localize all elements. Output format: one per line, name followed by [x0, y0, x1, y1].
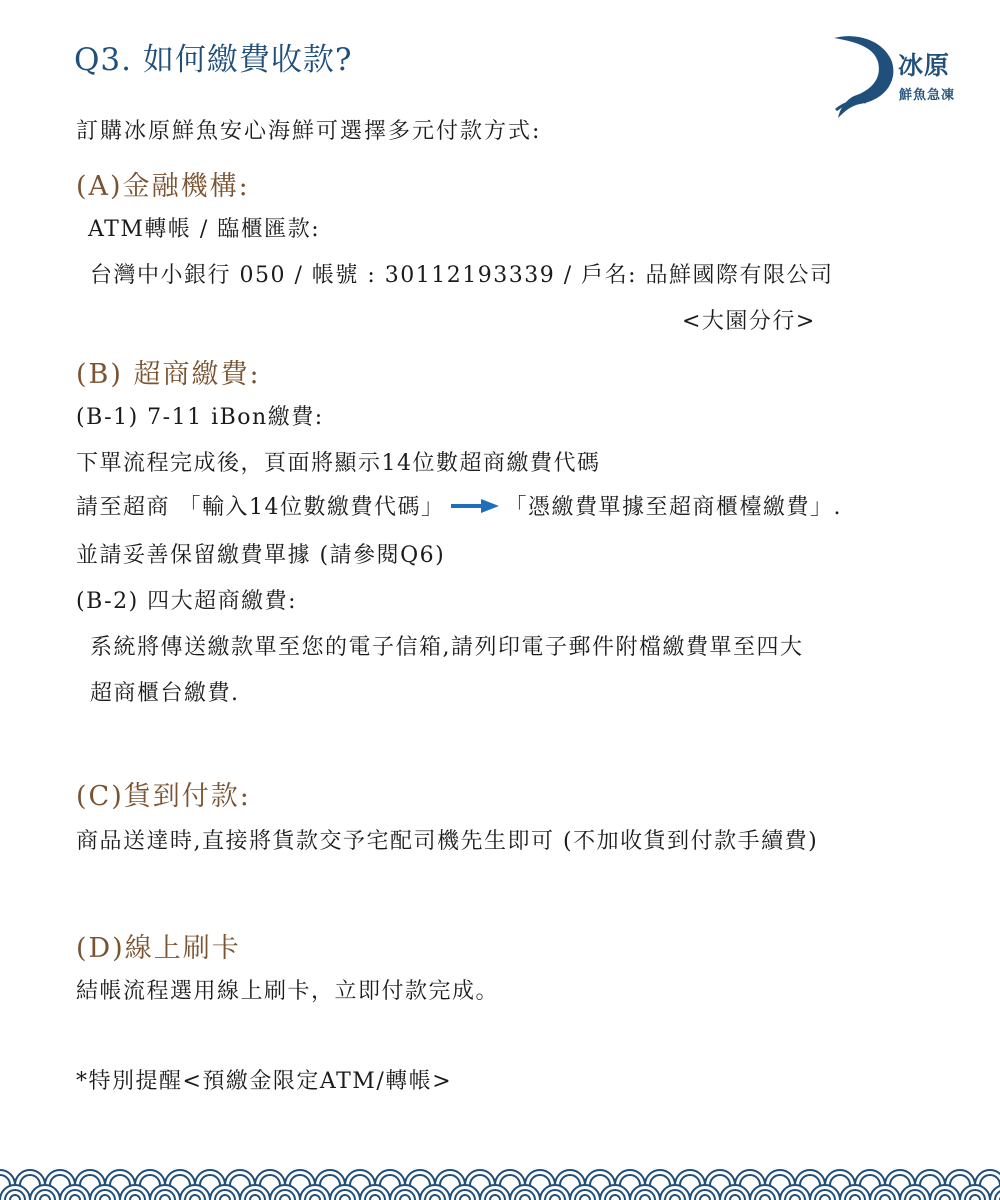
intro-text: 訂購冰原鮮魚安心海鮮可選擇多元付款方式:	[76, 119, 542, 144]
logo-tagline: 鮮魚急凍	[899, 88, 956, 103]
footer-wave-pattern	[0, 1166, 1000, 1200]
section-d-line1: 結帳流程選用線上刷卡，立即付款完成。	[76, 979, 500, 1004]
section-b1-title: (B-1) 7-11 iBon繳費:	[76, 405, 324, 430]
section-c-heading: (C)貨到付款:	[76, 781, 251, 812]
section-b1-line2-right: 「憑繳費單據至超商櫃檯繳費」.	[504, 495, 842, 520]
fish-logo-icon	[826, 30, 900, 120]
section-b1-line3: 並請妥善保留繳費單據 (請參閱Q6)	[76, 543, 446, 568]
section-d-heading: (D)線上刷卡	[76, 933, 241, 964]
section-c-line1: 商品送達時,直接將貨款交予宅配司機先生即可 (不加收貨到付款手續費)	[76, 829, 819, 854]
section-b1-line2-left: 請至超商 「輸入14位數繳費代碼」	[76, 495, 445, 520]
section-a-heading: (A)金融機構:	[76, 171, 250, 202]
section-b-heading: (B) 超商繳費:	[76, 359, 261, 390]
section-a-branch: <大園分行>	[682, 309, 816, 334]
logo-name: 冰原	[898, 51, 951, 80]
page-title: Q3. 如何繳費收款?	[74, 42, 353, 78]
section-b2-line2: 超商櫃台繳費.	[90, 681, 240, 706]
section-a-bank-info: 台灣中小銀行 050 / 帳號 : 30112193339 / 戶名: 品鮮國際有限公司	[90, 263, 834, 288]
section-b1-line2	[76, 490, 842, 521]
right-arrow-icon	[449, 498, 501, 514]
section-a-line1: ATM轉帳 / 臨櫃匯款:	[88, 217, 321, 242]
section-b2-title: (B-2) 四大超商繳費:	[76, 589, 298, 614]
brand-logo	[826, 30, 976, 120]
section-b2-line1: 系統將傳送繳款單至您的電子信箱,請列印電子郵件附檔繳費單至四大	[90, 635, 804, 660]
section-b1-line1: 下單流程完成後，頁面將顯示14位數超商繳費代碼	[76, 451, 601, 476]
special-note: *特別提醒<預繳金限定ATM/轉帳>	[76, 1069, 453, 1094]
